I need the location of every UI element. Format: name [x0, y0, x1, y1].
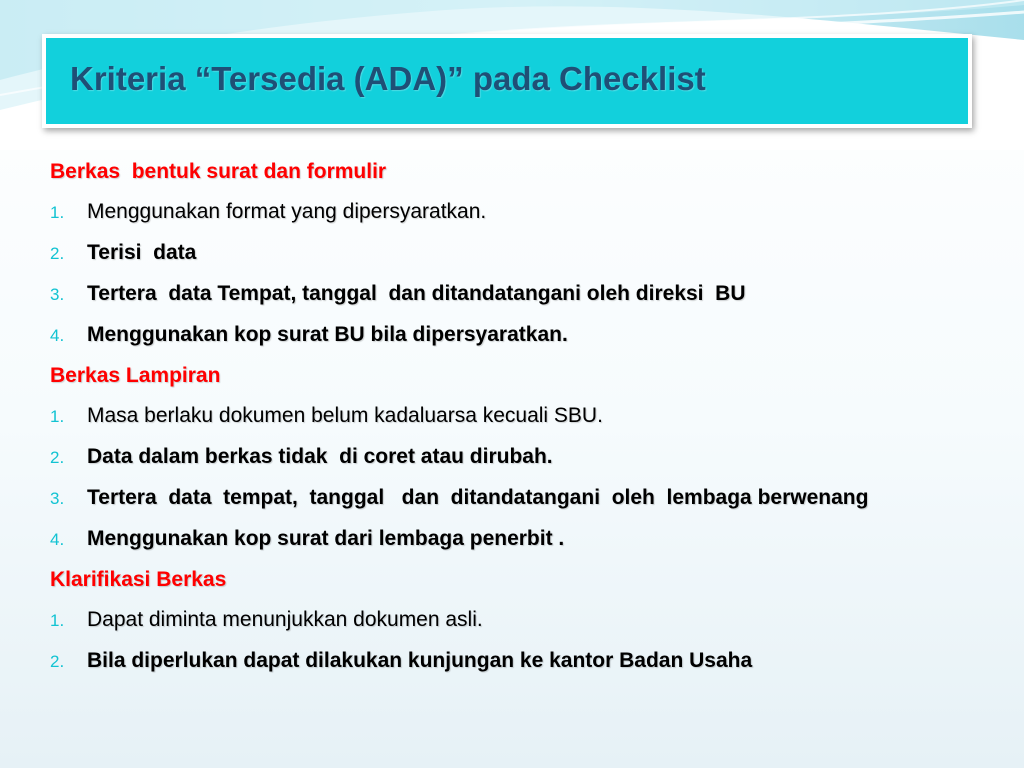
list-item: [50, 403, 988, 430]
list-item: [50, 444, 988, 471]
list-text: Terisi data: [87, 241, 197, 264]
list-number: 2.: [50, 244, 65, 263]
list-text: Tertera data Tempat, tanggal dan ditandatangani oleh direksi BU: [87, 282, 746, 305]
content-area: [50, 159, 988, 689]
list-item: [50, 199, 988, 226]
list-text: Masa berlaku dokumen belum kadaluarsa kecuali SBU.: [87, 404, 603, 427]
section-klarifikasi-berkas: [50, 567, 988, 675]
list-text: Menggunakan kop surat dari lembaga penerbit .: [87, 527, 565, 550]
list-item: [50, 485, 988, 512]
list-text: Dapat diminta menunjukkan dokumen asli.: [87, 608, 483, 631]
list-number: 2.: [50, 448, 65, 467]
list-item: [50, 281, 988, 308]
list-number: 3.: [50, 285, 65, 304]
list-text: Tertera data tempat, tanggal dan ditandatangani oleh lembaga berwenang: [87, 486, 869, 509]
list-text: Data dalam berkas tidak di coret atau dirubah.: [87, 445, 553, 468]
section-heading: Berkas Lampiran: [50, 364, 221, 387]
list-number: 4.: [50, 326, 65, 345]
list-number: 3.: [50, 489, 65, 508]
list-text: Bila diperlukan dapat dilakukan kunjungan ke kantor Badan Usaha: [87, 649, 753, 672]
list-item: [50, 607, 988, 634]
list-item: [50, 526, 988, 553]
list-text: Menggunakan kop surat BU bila dipersyaratkan.: [87, 323, 568, 346]
title-banner: [42, 34, 972, 128]
list-number: 4.: [50, 530, 65, 549]
slide-title: Kriteria “Tersedia (ADA)” pada Checklist: [70, 60, 706, 97]
list-item: [50, 648, 988, 675]
list-number: 1.: [50, 407, 65, 426]
section-heading: Klarifikasi Berkas: [50, 568, 227, 591]
section-berkas-lampiran: [50, 363, 988, 553]
list-number: 2.: [50, 652, 65, 671]
section-heading: Berkas bentuk surat dan formulir: [50, 160, 387, 183]
list-item: [50, 322, 988, 349]
list-item: [50, 240, 988, 267]
list-number: 1.: [50, 203, 65, 222]
list-number: 1.: [50, 611, 65, 630]
section-berkas-surat: [50, 159, 988, 349]
list-text: Menggunakan format yang dipersyaratkan.: [87, 200, 487, 223]
